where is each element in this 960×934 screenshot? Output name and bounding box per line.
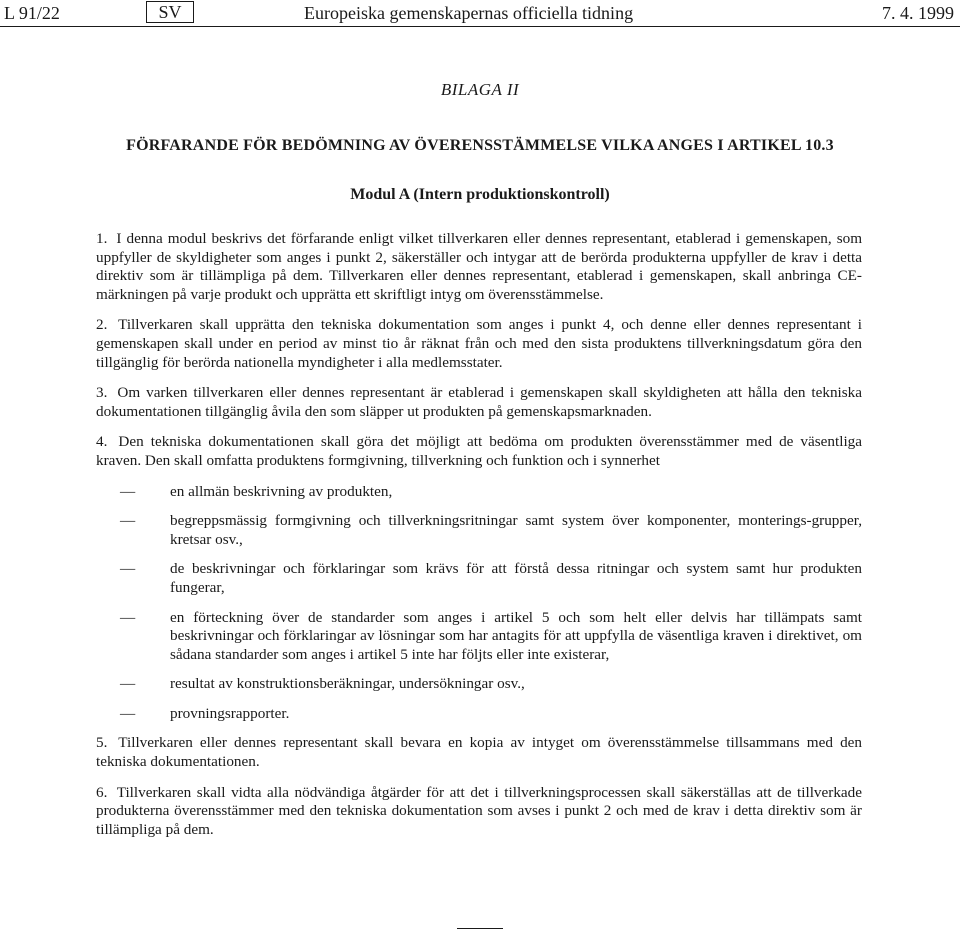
dash-list-item — [120, 512, 862, 549]
paragraph-text: Tillverkaren skall vidta alla nödvändiga åtgärder för att det i tillverkningsprocessen skall säkerställas att de tillverkade produkterna överensstämmer med den tekniska dokumentation som avses i punkt 2 och med de krav i detta direktiv som är tillämpliga på dem. — [96, 783, 862, 838]
paragraph-text: I denna modul beskrivs det förfarande enligt vilket tillverkaren eller dennes representant, etablerad i gemenskapen, som uppfyller de skyldigheter som anges i punkt 2, säkerställer och intygar att de berörda produkterna uppfyller de krav i detta direktiv som är tillämpliga på dem. Tillverkaren eller dennes representant, etablerad i gemenskapen, skall anbringa CE-märkningen på varje produkt och upprätta ett skriftligt intyg om överensstämmelse. — [96, 230, 863, 303]
module-title: Modul A (Intern produktionskontroll) — [350, 186, 610, 203]
dash-item-text: provningsrapporter. — [170, 704, 290, 722]
paragraph-number: 4. — [96, 433, 108, 451]
dash-marker: — — [120, 560, 136, 578]
paragraph-6 — [96, 784, 862, 840]
dash-list-item — [120, 609, 862, 665]
dash-marker: — — [120, 482, 136, 500]
header-rule — [0, 26, 960, 27]
dash-list-item — [120, 560, 862, 597]
paragraph-number: 6. — [96, 783, 108, 801]
paragraph-text: Den tekniska dokumentationen skall göra det möjligt att bedöma om produkten överensstämmer med de väsentliga kraven. Den skall omfatta produktens formgivning, tillverkning och funktion och i synnerhet — [96, 433, 863, 469]
paragraph-text: Tillverkaren eller dennes representant skall bevara en kopia av intyget om överensstämmelse tillsammans med den tekniska dokumentationen. — [96, 734, 862, 771]
language-code-box: SV — [146, 1, 194, 23]
end-rule — [457, 928, 503, 929]
dash-list-item — [120, 675, 862, 694]
dash-marker: — — [120, 608, 136, 626]
dash-marker: — — [120, 675, 136, 693]
procedure-title: FÖRFARANDE FÖR BEDÖMNING AV ÖVERENSSTÄMMELSE VILKA ANGES I ARTIKEL 10.3 — [126, 137, 834, 154]
paragraph-4 — [96, 433, 862, 470]
paragraph-text: Om varken tillverkaren eller dennes representant är etablerad i gemenskapen skall skyldigheten att hålla den tekniska dokumentationen tillgänglig åvila den som släpper ut produkten på gemenskapsmarknaden. — [96, 384, 863, 420]
page-header — [0, 0, 960, 26]
paragraph-number: 5. — [96, 734, 108, 752]
dash-list-item — [120, 705, 862, 724]
dash-item-text: begreppsmässig formgivning och tillverkningsritningar samt system över komponenter, monterings-grupper, kretsar osv., — [170, 512, 862, 548]
dash-list-item — [120, 483, 862, 502]
annex-title: BILAGA II — [440, 80, 520, 99]
paragraph-1 — [96, 230, 862, 304]
paragraph-5 — [96, 734, 862, 771]
paragraph-number: 1. — [96, 230, 108, 247]
dash-item-text: en förteckning över de standarder som anges i artikel 5 och som helt eller delvis har tillämpats samt beskrivningar och förklaringar av lösningar som har antagits för att uppfylla de väsentliga kraven i direktivet, om sådana standarder som anges i artikel 5 inte har följts eller inte existerar, — [170, 608, 862, 663]
paragraph-text: Tillverkaren skall upprätta den tekniska dokumentation som anges i punkt 4, och denne eller dennes representant i gemenskapen skall under en period av minst tio år räknat från och med den sista produktens tillverkningsdatum göra den tillgänglig för berörda nationella myndigheter i alla medlemsstater. — [96, 316, 862, 371]
paragraph-number: 2. — [96, 316, 108, 334]
paragraph-3 — [96, 384, 862, 421]
dash-item-text: resultat av konstruktionsberäkningar, undersökningar osv., — [170, 675, 525, 693]
dash-marker: — — [120, 512, 136, 530]
document-body — [96, 230, 862, 851]
page-reference: L 91/22 — [4, 3, 60, 23]
paragraph-number: 3. — [96, 384, 108, 402]
publication-date: 7. 4. 1999 — [882, 3, 954, 23]
dash-marker: — — [120, 704, 136, 722]
paragraph-2 — [96, 316, 862, 372]
journal-title: Europeiska gemenskapernas officiella tidning — [304, 3, 634, 23]
dash-item-text: de beskrivningar och förklaringar som krävs för att förstå dessa ritningar och system samt hur produkten fungerar, — [170, 560, 862, 596]
dash-item-text: en allmän beskrivning av produkten, — [170, 482, 393, 500]
